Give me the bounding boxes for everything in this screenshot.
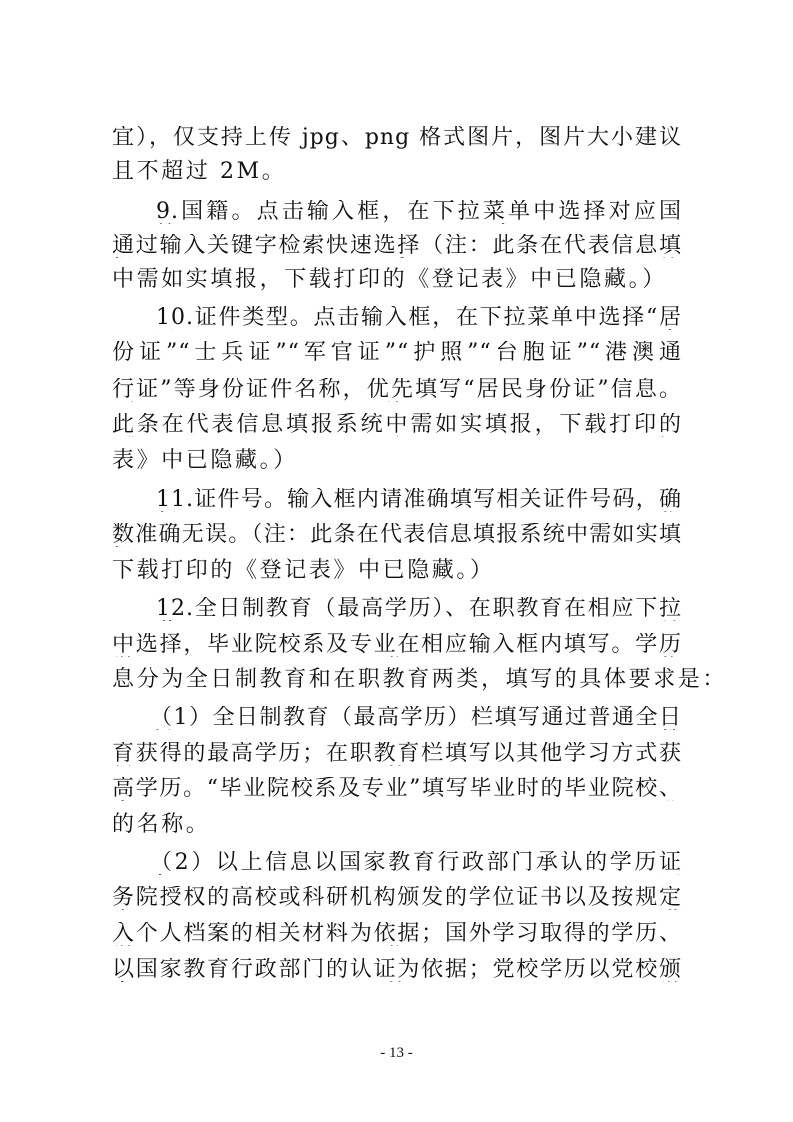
text-line: 下载打印的《登记表》中已隐藏。） [112,558,495,583]
text-line: 息分为全日制教育和在职教育两类，填写的具体要求是： [112,667,728,692]
item-9-heading: 9.国籍。点击输入框，在下拉菜单中选择对应国 [156,200,682,224]
text-line: 育获得的最高学历；在职教育栏填写以其他学习方式获 [112,742,682,766]
text-line: 高学历。“毕业院校系及专业”填写毕业时的毕业院校、 [112,777,682,801]
text-line: 且不超过 2M。 [112,159,287,184]
item-10-heading: 10.证件类型。点击输入框，在下拉菜单中选择“居 [156,306,682,330]
text-line: 入个人档案的相关材料为依据；国外学习取得的学历、 [112,922,682,946]
page-number: - 13 - [380,1045,413,1061]
text-line: 宜），仅支持上传 jpg、png 格式图片，图片大小建议 [112,126,682,150]
text-line: 此条在代表信息填报系统中需如实填报，下载打印的 [112,413,682,437]
subitem-1: （1）全日制教育（最高学历）栏填写通过普通全日 [150,706,682,730]
text-line: 行证”等身份证件名称，优先填写“居民身份证”信息。 [112,378,682,402]
text-line: 以国家教育行政部门的认证为依据；党校学历以党校颁 [112,958,682,982]
text-line: 表》中已隐藏。） [112,448,298,473]
text-line: 的名称。 [112,812,211,837]
subitem-2: （2）以上信息以国家教育行政部门承认的学历证 [150,851,682,875]
text-line: 中需如实填报，下载打印的《登记表》中已隐藏。） [112,267,667,292]
text-line: 务院授权的高校或科研机构颁发的学位证书以及按规定 [112,886,682,910]
item-11-heading: 11.证件号。输入框内请准确填写相关证件号码，确 [156,488,682,512]
text-line: 份证”“士兵证”“军官证”“护照”“台胞证”“港澳通 [112,341,682,365]
text-line: 通过输入关键字检索快速选择（注：此条在代表信息填 [112,234,682,258]
text-line: 数准确无误。（注：此条在代表信息填报系统中需如实填 [112,523,682,547]
text-line: 中选择，毕业院校系及专业在相应输入框内填写。学历 [112,633,682,657]
item-12-heading: 12.全日制教育（最高学历）、在职教育在相应下拉 [156,597,682,621]
